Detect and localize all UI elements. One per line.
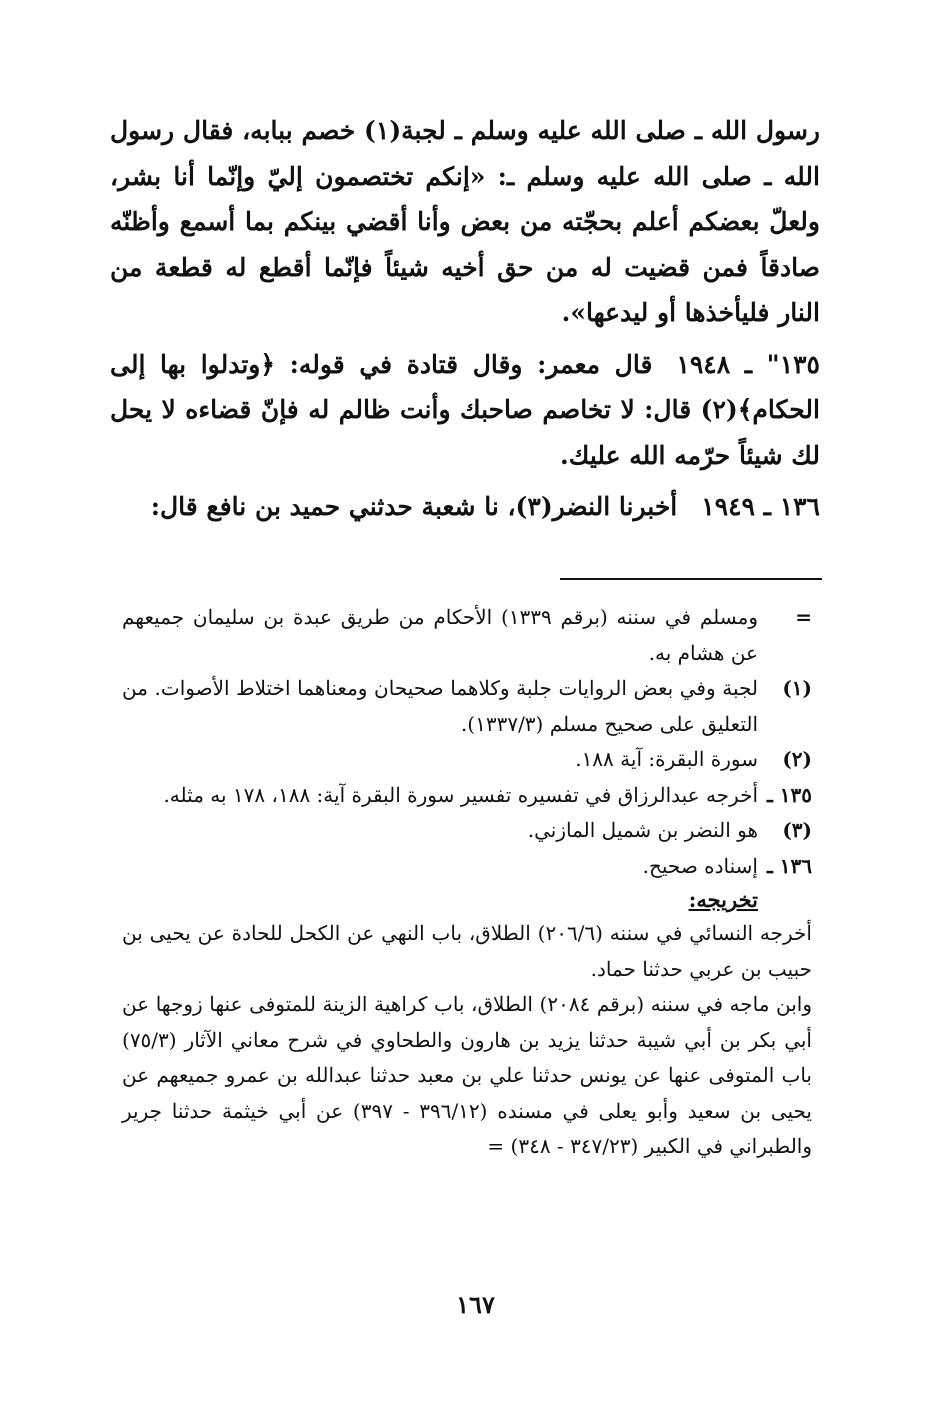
footnote-mark: (٣) [782,818,812,842]
footnote-mark: ١٣٦ ـ [766,853,812,878]
paragraph-1: رسول الله ـ صلى الله عليه وسلم ـ لجبة(١) خصم ببابه، فقال رسول الله ـ صلى الله عليه وسلم ـ: «إنكم تختصمون إليّ وإنّما أنا بشر، ولعلّ بعضكم أعلم بحجّته من بعض وأنا أقضي بينكم بما أسمع وأظنّه صادقاً فمن قضيت له من حق أخيه شيئاً فإنّما أقطع له قطعة من النار فليأخذها أو ليدعها». [110,116,820,327]
hadith-number-1949: ١٣٦ ـ ١٩٤٩ [701,492,820,521]
footnote [122,849,812,885]
takhrij-paragraph-1: أخرجه النسائي في سننه (٢٠٦/٦) الطلاق، باب النهي عن الكحل للحادة عن يحيى بن حبيب بن عربي حدثنا حماد. [122,921,812,981]
footnote-text: أخرجه عبدالرزاق في تفسيره تفسير سورة البقرة آية: ١٨٨، ١٧٨ به مثله. [163,782,758,807]
page-number: ١٦٧ [456,1290,495,1319]
footnote-text: لجبة وفي بعض الروايات جلبة وكلاهما صحيحان ومعناهما اختلاط الأصوات. من التعليق على صحيح مسلم (١٣٣٧/٣). [122,676,758,736]
footnote-text: ومسلم في سننه (برقم ١٣٣٩) الأحكام من طريق عبدة بن سليمان جميعهم عن هشام به. [122,605,758,665]
takhrij-paragraph-2: وابن ماجه في سننه (برقم ٢٠٨٤) الطلاق، باب كراهية الزينة للمتوفى عنها زوجها عن أبي بكر بن أبي شيبة حدثنا يزيد بن هارون والطحاوي في شرح معاني الآثار (٧٥/٣) باب المتوفى عنها عن يونس حدثنا علي بن معبد حدثنا عبدالله بن عمرو جميعهم عن يحيى بن سعيد وأبو يعلى في مسنده (٣٩٦/١٢ - ٣٩٧) عن أبي خيثمة حدثنا جرير والطبراني في الكبير (٣٤٧/٢٣ - ٣٤٨) = [122,992,812,1158]
footnote-mark: = [795,605,812,629]
footnote-separator [560,578,822,580]
paragraph-1948-text: قال معمر: وقال قتادة في قوله: ﴿وتدلوا بها إلى الحكام﴾(٢) قال: لا تخاصم صاحبك وأنت ظالم له فإنّ قضاءه لا يحل لك شيئاً حرّمه الله عليك. [110,349,820,470]
main-text [110,108,820,530]
paragraph-1949 [110,484,820,530]
paragraph-1948 [110,342,820,479]
footnote [122,778,812,814]
takhrij-heading: تخريجه: [688,887,758,912]
footnote-text: هو النضر بن شميل المازني. [527,818,758,842]
footnote-text: سورة البقرة: آية ١٨٨. [575,747,758,771]
footnote [122,813,812,849]
footnote-text: إسناده صحيح. [642,853,758,878]
hadith-number-1948: ١٣٥" ـ ١٩٤٨ [676,349,820,379]
footnote-mark: ١٣٥ ـ [766,782,812,807]
footnote [122,742,812,778]
paragraph-1949-text: أخبرنا النضر(٣)، نا شعبة حدثني حميد بن نافع قال: [150,492,678,521]
footnote-mark: (٢) [782,747,812,771]
footnote [122,600,812,671]
footnotes [122,600,812,1165]
footnote-mark: (١) [782,676,812,700]
footnote [122,671,812,742]
